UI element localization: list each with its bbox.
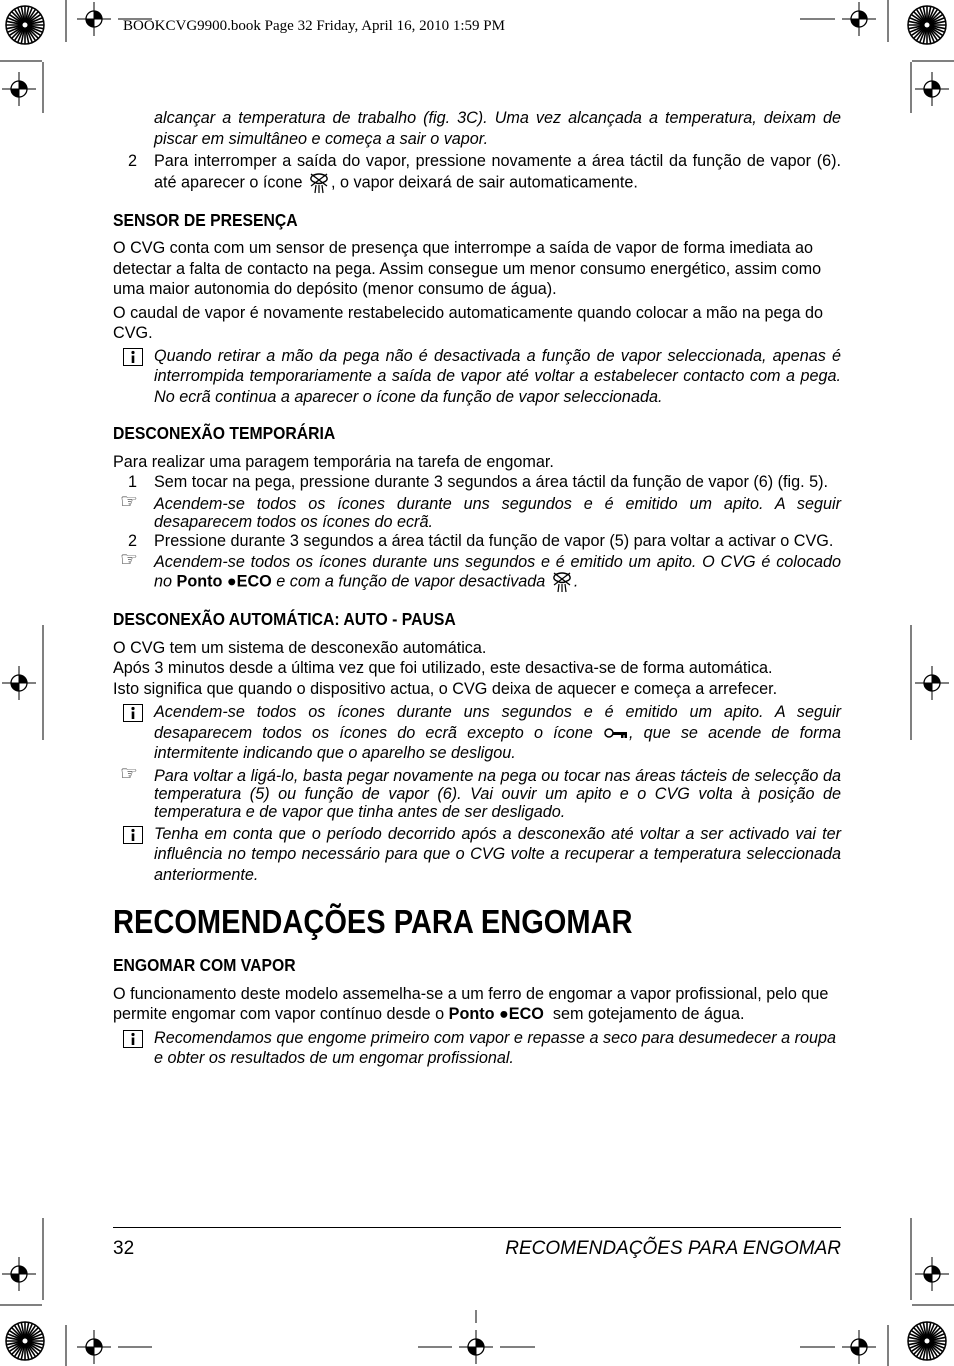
eco-point-label: Ponto ●ECO — [448, 1005, 544, 1023]
temp-paragraph: Para realizar uma paragem temporária na tarefa de engomar. — [113, 452, 554, 471]
footer-rule — [113, 1227, 841, 1228]
step-text: Para interromper a saída do vapor, pressione novamente a área táctil da função de vapor (6). até aparecer o ícone , o vapor deixará de sair automaticamente. — [154, 151, 841, 194]
auto-result: ☞ Para voltar a ligá-lo, basta pegar novamente na pega ou tocar nas áreas tácteis de selecção da temperatura (5) ou função de vapor (6). Vai ouvir um apito e o CVG volta à posição de temperatura e de vapor que tinha antes de ser desligado. — [120, 762, 841, 821]
heading-temporary: DESCONEXÃO TEMPORÁRIA — [113, 423, 336, 443]
step-number: 2 — [128, 152, 138, 170]
auto-paragraph-3: Isto significa que quando o dispositivo actua, o CVG deixa de aquecer e começa a arrefecer. — [113, 679, 778, 698]
sensor-paragraph-2: O caudal de vapor é novamente restabelecido automaticamente quando colocar a mão na pega do CVG. — [113, 303, 824, 342]
page-content — [113, 108, 841, 1069]
pointing-hand-icon: ☞ — [120, 490, 138, 513]
auto-paragraph-2: Após 3 minutos desde a última vez que foi utilizado, este desactiva-se de forma automática. — [113, 659, 773, 677]
sensor-info-note: Quando retirar a mão da pega não é desactivada a função de vapor seleccionada, apenas é interrompida temporariamente a saída de vapor até voltar a estabelecer contacto com a pega. No ecrã continua a aparecer o ícone da função de vapor seleccionada. — [113, 346, 841, 408]
info-icon — [123, 826, 143, 844]
auto-paragraph-1: O CVG tem um sistema de desconexão automática. — [113, 638, 487, 657]
temp-step-1: 1 Sem tocar na pega, pressione durante 3 segundos a área táctil da função de vapor (6) (fig. 5). — [128, 473, 828, 491]
info-icon — [123, 1030, 143, 1048]
footer-section-title: RECOMENDAÇÕES PARA ENGOMAR — [505, 1238, 841, 1259]
heading-sensor: SENSOR DE PRESENÇA — [113, 209, 298, 230]
temp-result-2: ☞ Acendem-se todos os ícones durante uns segundos e é emitido um apito. O CVG é colocado no Ponto ●ECO e com a função de vapor desactivada . — [113, 553, 841, 593]
heading-auto-pause: DESCONEXÃO AUTOMÁTICA: AUTO - PAUSA — [113, 609, 456, 629]
eco-point-label: Ponto ●ECO — [176, 572, 272, 591]
steam-off-icon — [307, 172, 331, 194]
info-icon — [123, 348, 143, 366]
auto-info-note-2: Tenha em conta que o período decorrido após a desconexão até voltar a ser activado vai ter influência no tempo necessário para que o CVG volte a recuperar a temperatura seleccionada anteriormente. — [113, 824, 841, 886]
heading-steam-ironing: ENGOMAR COM VAPOR — [113, 955, 296, 975]
temp-result-1: ☞ Acendem-se todos os ícones durante uns segundos e é emitido um apito. A seguir desaparecem todos os ícones do ecrã. — [120, 490, 841, 531]
intro-continuation: alcançar a temperatura de trabalho (fig. 3C). Uma vez alcançada a temperatura, deixam de piscar em simultâneo e começa a sair o vapor. — [154, 109, 841, 148]
pointing-hand-icon: ☞ — [120, 549, 138, 571]
key-icon — [603, 726, 629, 740]
pointing-hand-icon: ☞ — [120, 762, 138, 785]
steam-ironing-paragraph: O funcionamento deste modelo assemelha-se a um ferro de engomar a vapor profissional, pelo que permite engomar com vapor contínuo desde o Ponto ●ECO sem gotejamento de água. — [113, 984, 829, 1023]
eco-dot-icon: ● — [226, 572, 237, 591]
intro-step-2 — [113, 151, 841, 194]
temp-step-2: 2 Pressione durante 3 segundos a área táctil da função de vapor (5) para voltar a activar o CVG. — [128, 531, 834, 550]
sensor-paragraph-1: O CVG conta com um sensor de presença que interrompe a saída de vapor de forma imediata ao detectar a falta de contacto na pega. Assim consegue um menor consumo energético, assim como uma maior autonomia do depósito (menor consumo de água). — [113, 239, 822, 298]
eco-dot-icon: ● — [499, 1005, 509, 1023]
steam-ironing-info-note: Recomendamos que engome primeiro com vapor e repasse a seco para desumedecer a roupa e obter os resultados de um engomar profissional. — [113, 1028, 841, 1069]
section-title: RECOMENDAÇÕES PARA ENGOMAR — [113, 903, 633, 940]
auto-info-note-1: Acendem-se todos os ícones durante uns segundos e é emitido um apito. A seguir desaparecem todos os ícones do ecrã excepto o ícone , que se acende de forma intermitente indicando que o aparelho se desligou. — [113, 702, 841, 764]
steam-off-icon — [550, 571, 574, 593]
print-slug: BOOKCVG9900.book Page 32 Friday, April 16, 2010 1:59 PM — [123, 18, 505, 34]
info-icon — [123, 704, 143, 722]
page-number: 32 — [113, 1238, 135, 1259]
